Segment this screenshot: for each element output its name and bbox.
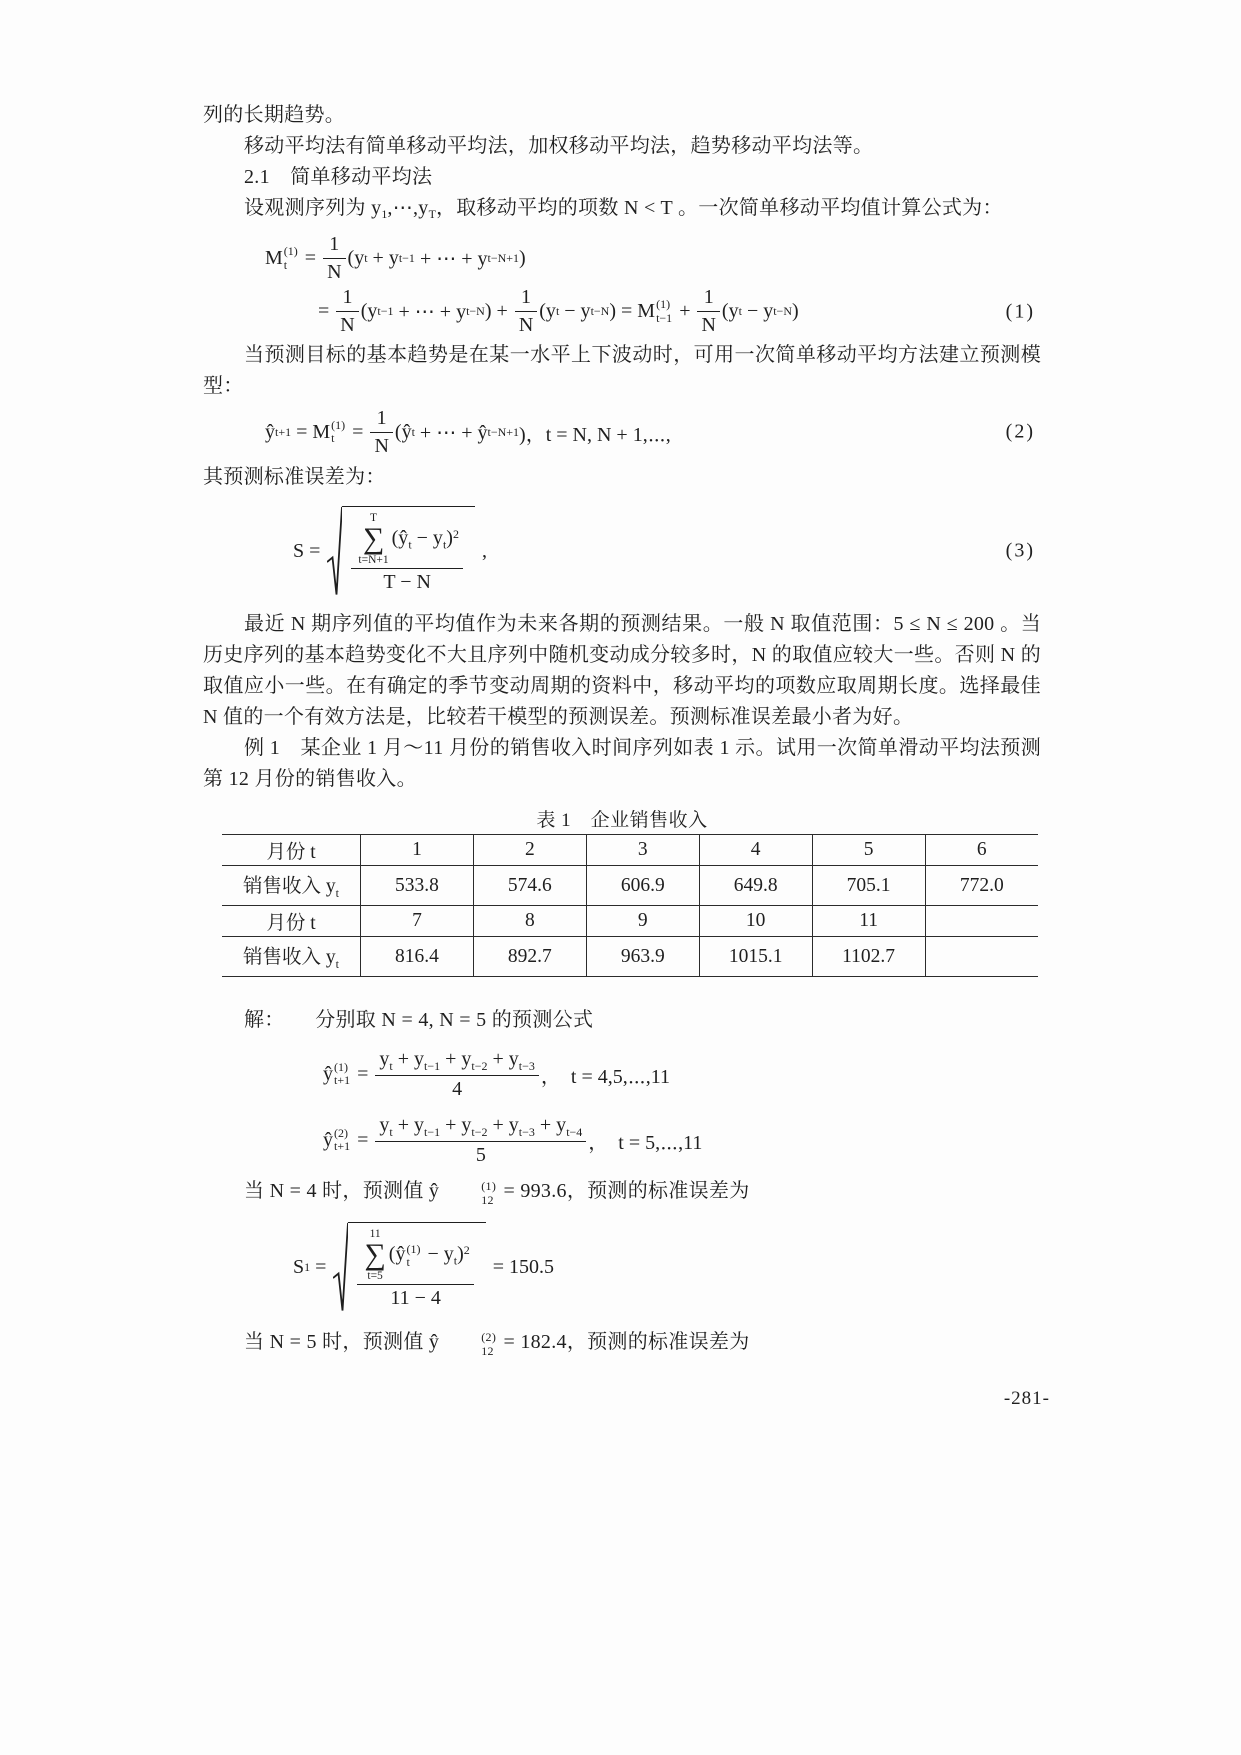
table-cell	[925, 906, 1038, 937]
math-fraction	[515, 285, 537, 338]
formula-3-line	[293, 495, 1041, 607]
math-supsub	[284, 245, 298, 272]
math-supsub	[331, 419, 345, 446]
math-numerator: $y_t + y_{t-1} + y_{t-2} + y_{t-3}$	[379, 1047, 535, 1073]
formula-n4-line	[323, 1042, 1041, 1106]
paragraph-solution: 解： 分别取 N = 4, N = 5 的预测公式	[244, 1009, 594, 1032]
table-cell: 574.6	[473, 866, 586, 906]
math-numerator: 1	[521, 286, 532, 309]
math-sub: t−N	[590, 304, 610, 319]
math-sub: T	[428, 207, 436, 222]
math-sub: t	[442, 537, 447, 552]
math-fraction	[351, 511, 463, 595]
table-row-sales-1	[222, 866, 1038, 906]
math-fraction	[370, 406, 392, 459]
math-denominator: N	[515, 311, 537, 338]
math-sub: t	[335, 886, 339, 901]
math-sub: t−1	[398, 251, 415, 266]
table-cell: 1102.7	[812, 937, 925, 977]
formula-1-block	[203, 232, 1041, 338]
math-fraction	[375, 1113, 586, 1168]
math-sup: 2	[463, 1242, 470, 1257]
math-fraction	[323, 232, 345, 285]
math-sub: t	[408, 537, 412, 552]
paragraph-n-range: 最近 N 期序列值的平均值作为未来各期的预测结果。一般 N 取值范围：5 ≤ N ≤ 200 。当历史序列的基本趋势变化不大且序列中随机变动成分较多时，N 的取值应较大一些。否则 N 的取值应小一些。在有确定的季节变动周期的资料中，移动平均的项数应取周期长度。选择最佳 N 值的一个有效方法是，比较若干模型的预测误差。预测标准误差最小者为好。	[203, 613, 1041, 729]
formula-n5-block	[203, 1108, 1041, 1172]
sum-lower-limit: t=5	[367, 1270, 383, 1283]
table-cell: 8	[473, 906, 586, 937]
math-sup-part: (2)	[334, 1125, 348, 1140]
math-sub: t−N+1	[487, 424, 520, 439]
math-sub: t−1	[377, 304, 394, 319]
math-denominator: N	[336, 311, 358, 338]
paragraph-model-intro: 当预测目标的基本趋势是在某一水平上下波动时，可用一次简单移动平均方法建立预测模型：	[203, 344, 1041, 398]
paragraph-methods-overview: 移动平均法有简单移动平均法，加权移动平均法，趋势移动平均法等。	[244, 135, 874, 157]
math-sub: t−N	[466, 304, 485, 319]
math-supsub	[656, 298, 672, 325]
equation-tag-3: (3)	[1005, 539, 1035, 562]
math-numerator: 1	[376, 406, 387, 429]
math-supsub	[334, 1127, 350, 1154]
math-sup-part: (1)	[481, 1179, 497, 1194]
formula-2-line	[265, 404, 1041, 460]
math-sub: 1	[381, 207, 388, 222]
table-row-months-2	[222, 906, 1038, 937]
math-sub: t	[335, 957, 339, 972]
row-label-month: 月份 t	[222, 835, 361, 866]
page-number: -281-	[1003, 1388, 1050, 1409]
table-caption: 表 1 企业销售收入	[536, 810, 708, 832]
table-cell: 1	[361, 835, 474, 866]
math-sub: t−4	[566, 1124, 583, 1139]
paragraph-example-1: 例 1 某企业 1 月～11 月份的销售收入时间序列如表 1 示。试用一次简单滑动平均法预测第 12 月份的销售收入。	[203, 737, 1041, 791]
radical-icon	[327, 506, 342, 596]
equation-tag-2: (2)	[1005, 420, 1035, 443]
math-sub: t−1	[424, 1124, 441, 1139]
table-cell: 9	[586, 906, 699, 937]
formula-s1-line	[293, 1209, 1041, 1325]
math-numerator: 1	[329, 233, 340, 256]
math-sub: t−3	[518, 1058, 535, 1073]
table-row-months-1	[222, 835, 1038, 866]
formula-1-line-1	[265, 232, 1041, 285]
formula-3-block	[203, 495, 1041, 607]
math-sum	[364, 1227, 385, 1283]
math-sub-part: t	[283, 257, 288, 272]
table-cell: 7	[361, 906, 474, 937]
math-supsub	[440, 1180, 496, 1207]
table-cell: 1015.1	[699, 937, 812, 977]
math-sqrt	[327, 506, 475, 596]
math-fraction	[357, 1227, 473, 1311]
math-sub: t	[389, 1124, 393, 1139]
math-sup-part: (1)	[283, 244, 298, 259]
math-sub: t−3	[518, 1124, 535, 1139]
table-cell: 6	[925, 835, 1038, 866]
math-sup-part: (2)	[481, 1330, 497, 1345]
radical-icon	[333, 1222, 348, 1312]
math-sub: t−2	[471, 1058, 488, 1073]
table-cell: 892.7	[473, 937, 586, 977]
math-fraction	[375, 1047, 539, 1102]
math-fraction	[336, 285, 358, 338]
formula-1-line-2	[318, 285, 1041, 338]
table-cell: 705.1	[812, 866, 925, 906]
math-denominator: N	[323, 258, 345, 285]
table-cell: 963.9	[586, 937, 699, 977]
math-sub: t	[738, 304, 742, 319]
table-cell: 3	[586, 835, 699, 866]
math-sup-part: (1)	[334, 1059, 348, 1074]
math-sub-part: t−1	[656, 310, 673, 325]
formula-1-line-2-math: = $\frac{1}{N}$ (y t−1 + ⋯ + y t−N ) + $\frac{1}{N}$ (y t − y t−N ) = M (1) t−1 + $\frac{1}{N}$ (y t − y t−N )	[318, 286, 799, 337]
table-cell: 772.0	[925, 866, 1038, 906]
formula-s1-math: S 1 = 11 ∑ t=5 (ŷ (1) t − $y_t)^2$ 11 − 4 = 150.5	[293, 1222, 554, 1312]
table-cell: 10	[699, 906, 812, 937]
math-sub: t	[453, 1253, 458, 1268]
math-sub: t	[555, 304, 560, 319]
row-label-month: 月份 t	[222, 906, 361, 937]
math-numerator: 1	[342, 286, 353, 309]
formula-n4-block	[203, 1042, 1041, 1106]
table-cell: 816.4	[361, 937, 474, 977]
math-sub: t+1	[275, 424, 292, 439]
sigma-icon: ∑	[362, 522, 385, 556]
paragraph-stderr-intro: 其预测标准误差为：	[203, 466, 386, 489]
paragraph-trend-tail: 列的长期趋势。	[203, 104, 346, 126]
sum-upper-limit: 11	[369, 1228, 381, 1241]
paragraph-series-setup: 设观测序列为 $y_1,\cdots,y_T$，取移动平均的项数 N < T 。一次简单移动平均值计算公式为：	[244, 197, 1003, 222]
math-sqrt	[333, 1222, 485, 1312]
section-heading-2-1: 2.1 简单移动平均法	[244, 166, 433, 188]
math-sup-part: (1)	[331, 417, 346, 432]
math-supsub	[440, 1331, 496, 1358]
sum-upper-limit: T	[370, 512, 378, 525]
formula-2-math: ŷ t+1 = M (1) t = $\frac{1}{N}$ (ŷ t + ⋯ + ŷ t−N+1 )，t = N, N + 1,⋯,	[265, 406, 671, 457]
math-sub: t	[389, 1058, 393, 1073]
table-cell: 533.8	[361, 866, 474, 906]
math-numerator: 1	[703, 286, 714, 309]
math-sup-part: (1)	[656, 297, 671, 312]
math-numerator: $y_t + y_{t-1} + y_{t-2} + y_{t-3} + y_{t-4}$	[379, 1113, 583, 1139]
sales-table	[222, 834, 1038, 977]
table-cell: 649.8	[699, 866, 812, 906]
math-denominator: 5	[375, 1141, 586, 1168]
formula-2-block	[203, 404, 1041, 460]
math-denominator: 4	[375, 1075, 539, 1102]
paragraph-n4-result: 当 N = 4 时，预测值 ŷ (1) 12 = 993.6，预测的标准误差为	[244, 1179, 750, 1207]
math-denominator: T − N	[351, 568, 463, 595]
math-sub: t−N	[773, 304, 792, 319]
math-sub: 1	[304, 1259, 311, 1274]
math-sup: 2	[452, 526, 459, 541]
math-sub: t	[364, 251, 368, 266]
math-sum	[358, 511, 388, 567]
math-supsub	[406, 1243, 420, 1270]
math-sub: t−N+1	[487, 251, 520, 266]
formula-n5-line	[323, 1108, 1041, 1172]
formula-n5-math: ŷ (2) t+1 = $\frac{y_t + y_{t-1} + y_{t-2} + y_{t-3} + y_{t-4}}{5}$ ， t = 5,⋯,11	[323, 1113, 703, 1166]
math-sub: t−2	[471, 1124, 488, 1139]
math-denominator: N	[370, 432, 392, 459]
math-sub-part: 12	[481, 1343, 494, 1358]
math-denominator: N	[697, 311, 719, 338]
math-sub: t	[411, 424, 415, 439]
formula-n4-math: ŷ (1) t+1 = $\frac{y_t + y_{t-1} + y_{t-2} + y_{t-3}}{4}$ ， t = 4,5,⋯,11	[323, 1047, 670, 1100]
math-sub-part: t+1	[334, 1073, 351, 1088]
math-sub-part: 12	[481, 1192, 494, 1207]
sqrt-content	[348, 1222, 485, 1312]
sqrt-content	[342, 506, 475, 596]
table-cell: 11	[812, 906, 925, 937]
paragraph-n5-result: 当 N = 5 时，预测值 ŷ (2) 12 = 182.4，预测的标准误差为	[244, 1330, 750, 1358]
table-cell: 2	[473, 835, 586, 866]
sum-lower-limit: t=N+1	[358, 553, 389, 566]
equation-tag-1: (1)	[1005, 300, 1035, 323]
table-row-sales-2	[222, 937, 1038, 977]
page-content	[203, 100, 1041, 1358]
table-cell: 4	[699, 835, 812, 866]
table-cell	[925, 937, 1038, 977]
math-denominator: 11 − 4	[357, 1284, 473, 1311]
formula-s1-block	[203, 1209, 1041, 1325]
math-sub: t−1	[424, 1058, 441, 1073]
math-numerator: 11 ∑ t=5 (ŷ (1) t − $y_t)^2$	[364, 1228, 470, 1283]
formula-3-math: S = T ∑ t=N+1 $(ŷ_t - y_t)^2$ T − N ,	[293, 506, 487, 596]
math-supsub	[334, 1061, 350, 1088]
math-sub-part: t+1	[334, 1139, 351, 1154]
math-sub-part: t	[331, 431, 335, 446]
math-sup-part: (1)	[406, 1241, 421, 1256]
table-cell: 5	[812, 835, 925, 866]
math-fraction	[697, 285, 719, 338]
row-label-sales: 销售收入 $y_t$	[222, 937, 361, 977]
math-sub-part: t	[406, 1255, 410, 1270]
table-cell: 606.9	[586, 866, 699, 906]
row-label-sales: 销售收入 $y_t$	[222, 866, 361, 906]
math-numerator: T ∑ t=N+1 $(ŷ_t - y_t)^2$	[358, 512, 459, 566]
formula-1-line-1-math: M (1) t = $\frac{1}{N}$ (y t + y t−1 + ⋯ + y t−N+1 )	[265, 233, 526, 284]
sigma-icon: ∑	[364, 1238, 386, 1272]
